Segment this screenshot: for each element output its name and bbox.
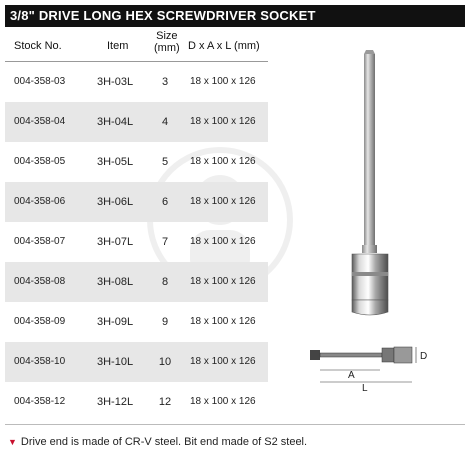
size-cell: 5: [161, 156, 169, 168]
header-item: Item: [107, 40, 129, 52]
dimension-diagram: [300, 342, 450, 392]
stock-no-cell: 004-358-09: [14, 316, 66, 327]
stock-no-cell: 004-358-08: [14, 276, 66, 287]
dimension-l-label: L: [362, 383, 368, 392]
item-cell: 3H-08L: [97, 276, 134, 288]
stock-no-cell: 004-358-10: [14, 356, 66, 367]
table-row: [5, 102, 268, 142]
header-size-unit: (mm): [154, 42, 180, 54]
size-cell: 10: [158, 356, 172, 368]
size-cell: 9: [161, 316, 169, 328]
item-cell: 3H-12L: [97, 396, 134, 408]
material-note: [8, 436, 307, 448]
dimension-d-label: D: [420, 351, 428, 362]
size-cell: 4: [161, 116, 169, 128]
dimensions-cell: 18 x 100 x 126: [190, 276, 256, 287]
table-row: [5, 62, 268, 102]
page-title: 3/8" DRIVE LONG HEX SCREWDRIVER SOCKET: [5, 5, 465, 27]
table-row: [5, 182, 268, 222]
header-size-label: Size: [156, 30, 178, 42]
dimensions-cell: 18 x 100 x 126: [190, 116, 256, 127]
size-cell: 8: [161, 276, 169, 288]
stock-no-cell: 004-358-06: [14, 196, 66, 207]
dimensions-cell: 18 x 100 x 126: [190, 356, 256, 367]
item-cell: 3H-09L: [97, 316, 134, 328]
size-cell: 7: [161, 236, 169, 248]
size-cell: 6: [161, 196, 169, 208]
table-row: [5, 262, 268, 302]
table-row: [5, 222, 268, 262]
header-stock-no: Stock No.: [14, 40, 62, 52]
item-cell: 3H-10L: [97, 356, 134, 368]
dimensions-cell: 18 x 100 x 126: [190, 236, 256, 247]
dimensions-cell: 18 x 100 x 126: [190, 196, 256, 207]
table-row: [5, 302, 268, 342]
item-cell: 3H-07L: [97, 236, 134, 248]
stock-no-cell: 004-358-04: [14, 116, 66, 127]
stock-no-cell: 004-358-07: [14, 236, 66, 247]
item-cell: 3H-04L: [97, 116, 134, 128]
red-triangle-icon: ▼: [8, 437, 17, 447]
dimensions-cell: 18 x 100 x 126: [190, 156, 256, 167]
material-note-text: Drive end is made of CR-V steel. Bit end made of S2 steel.: [20, 436, 308, 448]
stock-no-cell: 004-358-03: [14, 76, 66, 87]
stock-no-cell: 004-358-12: [14, 396, 66, 407]
dimensions-cell: 18 x 100 x 126: [190, 76, 256, 87]
table-row: [5, 382, 268, 422]
header-size: [154, 30, 180, 62]
item-cell: 3H-05L: [97, 156, 134, 168]
dimension-a-label: A: [348, 370, 355, 381]
stock-no-cell: 004-358-05: [14, 156, 66, 167]
table-bottom-border: [5, 424, 465, 425]
table-row: [5, 142, 268, 182]
dimensions-cell: 18 x 100 x 126: [190, 396, 256, 407]
table-row: [5, 342, 268, 382]
size-cell: 3: [161, 76, 169, 88]
header-dimensions: D x A x L (mm): [188, 40, 260, 52]
item-cell: 3H-06L: [97, 196, 134, 208]
size-cell: 12: [158, 396, 172, 408]
dimensions-cell: 18 x 100 x 126: [190, 316, 256, 327]
socket-product-image: [330, 40, 410, 340]
item-cell: 3H-03L: [97, 76, 134, 88]
